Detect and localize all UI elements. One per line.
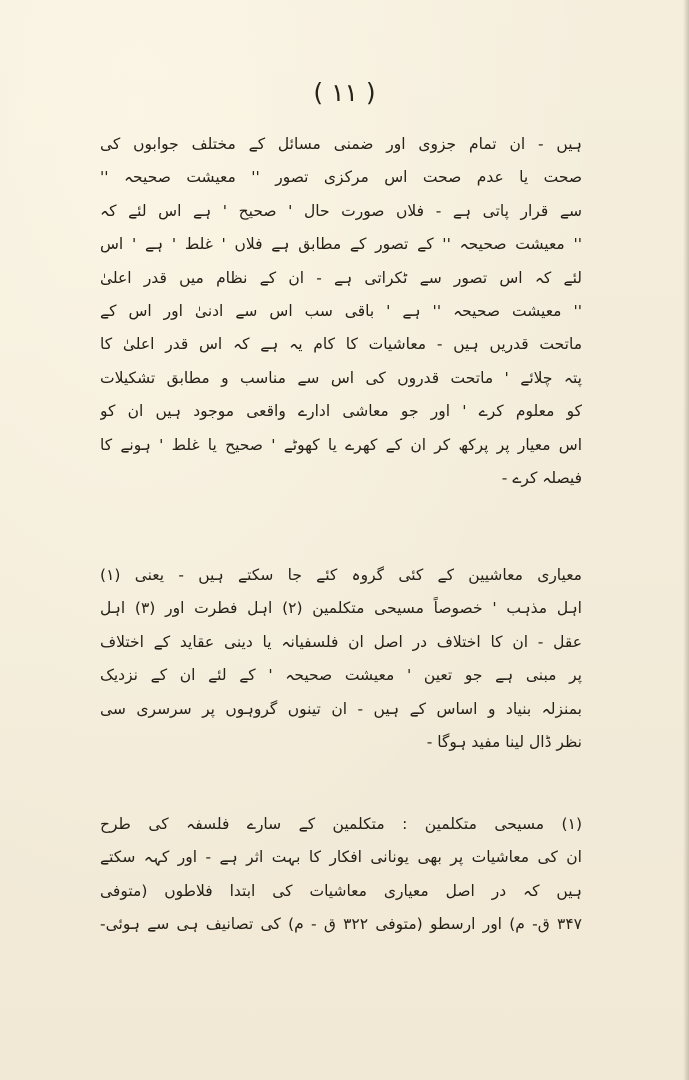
paragraph-line: ان کی معاشیات پر بھی یونانی افکار کا بہت اثر ہے - اور کہہ سکتے [100, 848, 582, 867]
paragraph-line: سے قرار پاتی ہے - فلاں صورت حال ' صحیح ' ہے اس لئے کہ [100, 201, 582, 220]
paragraph-line: کو معلوم کرے ' اور جو معاشی ادارے واقعی موجود ہیں ان کو [100, 402, 582, 421]
paragraph-line: معیاری معاشیین کے کئی گروہ کئے جا سکتے ہیں - یعنی (۱) [100, 566, 582, 584]
paragraph-line: ماتحت قدریں ہیں - معاشیات کا کام یہ ہے کہ اس قدر اعلیٰ کا [100, 335, 582, 354]
paragraph-line: '' معیشت صحیحہ '' ہے ' باقی سب اس سے ادنیٰ اور اس کے [100, 301, 582, 320]
paragraph-line: اس معیار پر پرکھ کر ان کے کھرے یا کھوٹے ' صحیح یا غلط ' ہونے کا [100, 435, 582, 454]
paragraph-line: عقل - ان کا اختلاف در اصل ان فلسفیانہ یا دینی عقاید کے اختلاف [100, 632, 582, 651]
paragraph-line: اہل مذہب ' خصوصاً مسیحی متکلمین (۲) اہل فطرت اور (۳) اہل [100, 599, 582, 618]
paragraph-line: ۳۴۷ ق- م) اور ارسطو (متوفی ۳۲۲ ق - م) کی تصانیف ہی سے ہوئی- [100, 915, 582, 934]
paragraph-2 [100, 559, 582, 759]
paragraph-line: (۱) مسیحی متکلمین : متکلمین کے سارے فلسفہ کی طرح [100, 815, 582, 833]
paragraph-line: بمنزلہ بنیاد و اساس کے ہیں - ان تینوں گروہوں پر سرسری سی [100, 699, 582, 718]
page-number: ( ۱۱ ) [313, 78, 376, 107]
paragraph-3 [100, 808, 582, 942]
page-edge-shadow [683, 0, 689, 1080]
paragraph-line: پتہ چلائے ' ماتحت قدروں کی اس سے مناسب و مطابق تشکیلات [100, 368, 582, 387]
paragraph-line: فیصلہ کرے - [501, 468, 582, 487]
paragraph-line: پر مبنی ہے جو تعین ' معیشت صحیحہ ' کے لئے ان کے نزدیک [100, 666, 582, 685]
paragraph-line: لئے کہ اس تصور سے ٹکراتی ہے - ان کے نظام میں قدر اعلیٰ [100, 268, 582, 287]
paragraph-line: ہیں کہ در اصل معیاری معاشیات کی ابتدا فلاطوں (متوفی [100, 881, 582, 900]
paragraph-line: ہیں - ان تمام جزوی اور ضمنی مسائل کے مختلف جوابوں کی [100, 135, 582, 153]
paragraph-line: صحت یا عدم صحت اس مرکزی تصور '' معیشت صحیحہ '' [100, 168, 582, 187]
paragraph-line: '' معیشت صحیحہ '' کے تصور کے مطابق ہے فلاں ' غلط ' ہے ' اس [100, 235, 582, 254]
paragraph-line: نظر ڈال لینا مفید ہوگا - [426, 732, 582, 751]
paragraph-1 [100, 128, 582, 495]
